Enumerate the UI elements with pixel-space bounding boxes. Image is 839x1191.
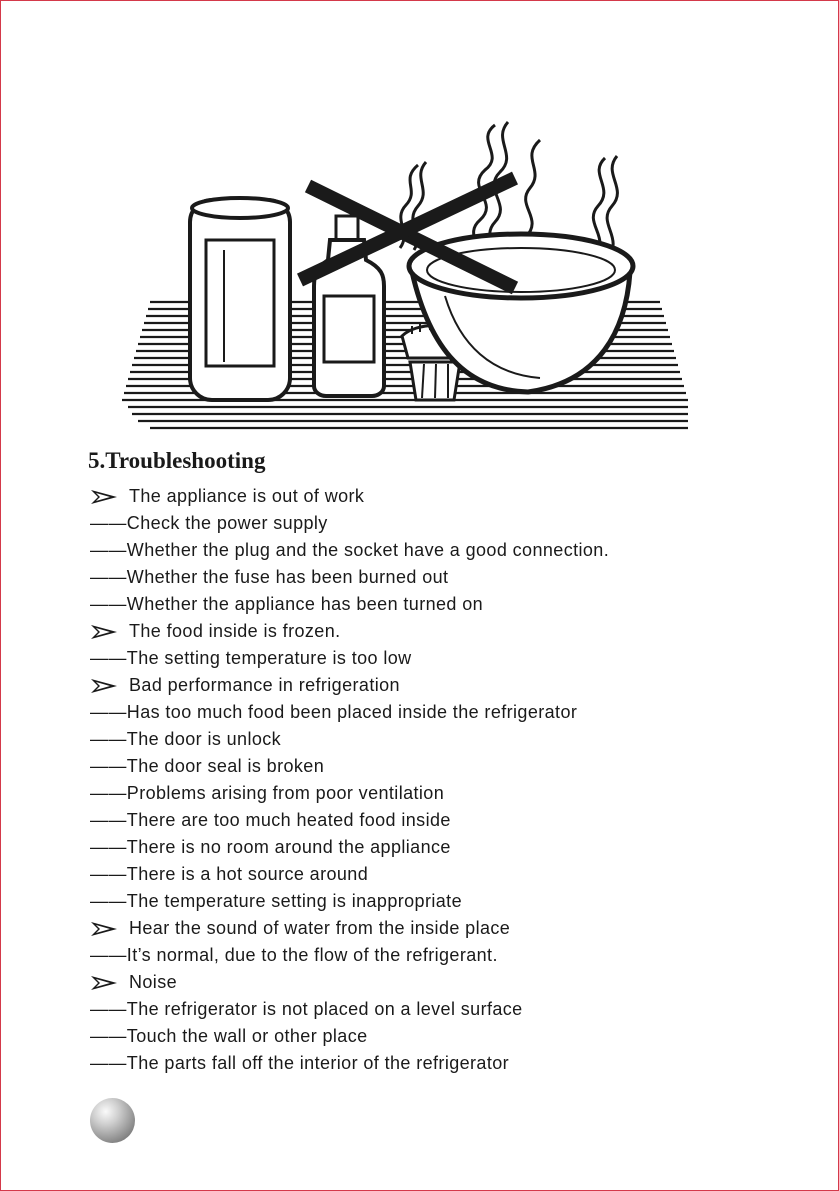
arrow-bullet-icon bbox=[90, 625, 118, 639]
troubleshooting-item bbox=[90, 726, 810, 753]
item-text: ——There are too much heated food inside bbox=[90, 810, 451, 830]
troubleshooting-heading bbox=[90, 969, 810, 996]
item-text: ——Has too much food been placed inside the refrigerator bbox=[90, 702, 578, 722]
item-text: ——The setting temperature is too low bbox=[90, 648, 412, 668]
troubleshooting-item bbox=[90, 834, 810, 861]
troubleshooting-item bbox=[90, 753, 810, 780]
troubleshooting-item bbox=[90, 807, 810, 834]
heading-text: The appliance is out of work bbox=[129, 486, 365, 506]
troubleshooting-item bbox=[90, 861, 810, 888]
item-text: ——Touch the wall or other place bbox=[90, 1026, 368, 1046]
troubleshooting-item bbox=[90, 1050, 810, 1077]
heading-text: Noise bbox=[129, 972, 178, 992]
item-text: ——Whether the fuse has been burned out bbox=[90, 567, 449, 587]
item-text: ——The refrigerator is not placed on a level surface bbox=[90, 999, 523, 1019]
troubleshooting-item bbox=[90, 780, 810, 807]
heading-text: The food inside is frozen. bbox=[129, 621, 341, 641]
troubleshooting-heading bbox=[90, 672, 810, 699]
troubleshooting-item bbox=[90, 645, 810, 672]
troubleshooting-heading bbox=[90, 915, 810, 942]
item-text: ——The temperature setting is inappropriate bbox=[90, 891, 462, 911]
troubleshooting-item bbox=[90, 888, 810, 915]
item-text: ——There is a hot source around bbox=[90, 864, 369, 884]
item-text: ——The parts fall off the interior of the refrigerator bbox=[90, 1053, 510, 1073]
arrow-bullet-icon bbox=[90, 976, 118, 990]
troubleshooting-item bbox=[90, 996, 810, 1023]
troubleshooting-item bbox=[90, 510, 810, 537]
item-text: ——There is no room around the appliance bbox=[90, 837, 451, 857]
item-text: ——The door seal is broken bbox=[90, 756, 325, 776]
item-text: ——It’s normal, due to the flow of the refrigerant. bbox=[90, 945, 498, 965]
jar-icon bbox=[190, 198, 290, 400]
troubleshooting-item bbox=[90, 564, 810, 591]
item-text: ——Whether the appliance has been turned on bbox=[90, 594, 484, 614]
item-text: ——The door is unlock bbox=[90, 729, 282, 749]
troubleshooting-heading bbox=[90, 618, 810, 645]
troubleshooting-item bbox=[90, 1023, 810, 1050]
item-text: ——Problems arising from poor ventilation bbox=[90, 783, 445, 803]
troubleshooting-item bbox=[90, 591, 810, 618]
troubleshooting-heading bbox=[90, 483, 810, 510]
heading-text: Hear the sound of water from the inside place bbox=[129, 918, 511, 938]
gray-sphere-icon bbox=[90, 1098, 135, 1143]
arrow-bullet-icon bbox=[90, 679, 118, 693]
no-hot-food-illustration bbox=[120, 100, 700, 445]
item-text: ——Whether the plug and the socket have a good connection. bbox=[90, 540, 610, 560]
troubleshooting-item bbox=[90, 537, 810, 564]
arrow-bullet-icon bbox=[90, 922, 118, 936]
arrow-bullet-icon bbox=[90, 490, 118, 504]
section-title: 5.Troubleshooting bbox=[88, 448, 266, 473]
troubleshooting-item bbox=[90, 699, 810, 726]
cross-mark-icon bbox=[300, 178, 515, 288]
troubleshooting-item bbox=[90, 942, 810, 969]
heading-text: Bad performance in refrigeration bbox=[129, 675, 400, 695]
item-text: ——Check the power supply bbox=[90, 513, 328, 533]
troubleshooting-list bbox=[90, 483, 810, 1077]
